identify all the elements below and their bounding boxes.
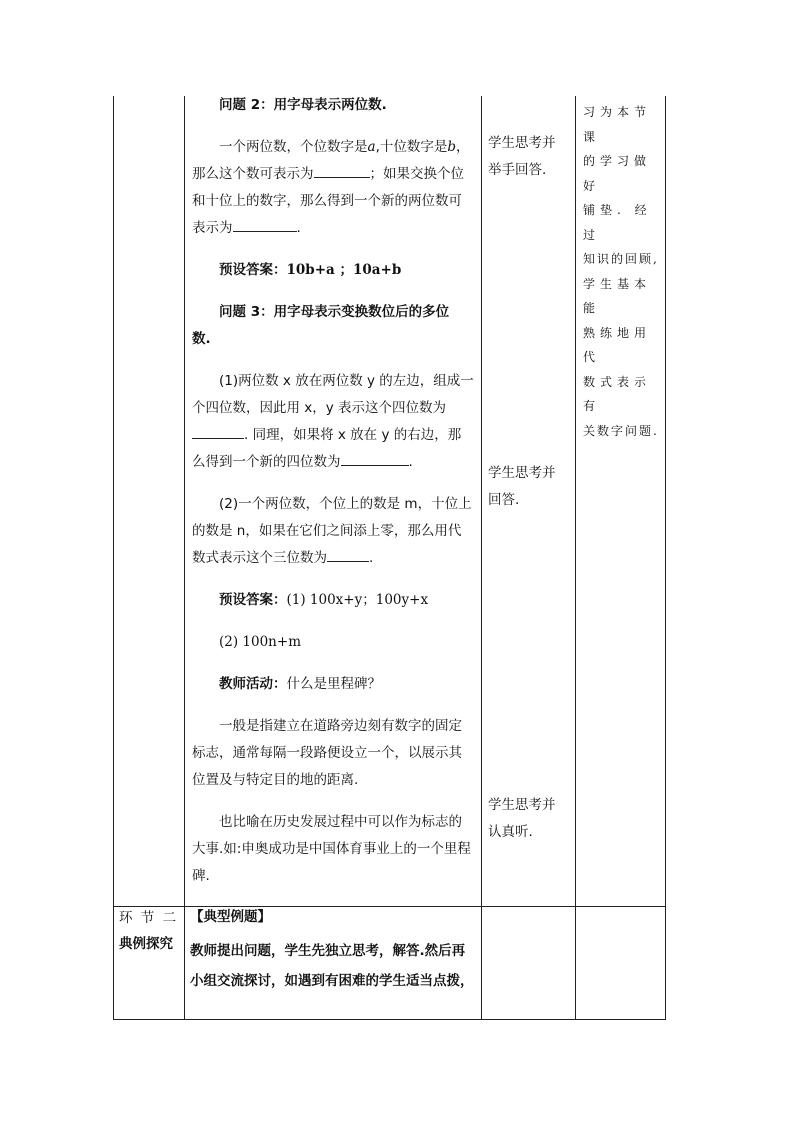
design-note-line: 知识的回顾, [583,252,659,266]
response-line: 学生思考并 [488,465,556,481]
design-note-line: 的学习做好 [583,154,652,193]
response-line: 回答. [488,492,520,508]
definition-line-1: 一般是指建立在道路旁边刻有数字的固定 [219,718,462,734]
question-2-title: 问题 2：用字母表示两位数. [219,97,387,113]
answer-blank [341,451,409,466]
answer-3-part-2: (2) 100n+m [219,634,301,650]
response-line: 学生思考并 [488,135,556,151]
answer-3: 预设答案：(1) 100x+y；100y+x [219,592,429,608]
answer-blank [192,424,244,439]
question-3-part-1-line-3: . 同理，如果将 x 放在 y 的右边，那 [192,422,476,449]
answer-blank [327,547,369,562]
response-line: 学生思考并 [488,797,556,813]
answer-2: 预设答案：10b+a ；10a+b [219,262,402,278]
question-2-line-1: 一个两位数，个位数字是a,十位数字是b， [219,139,470,155]
design-note-line: 熟练地用代 [583,325,652,364]
question-3-title-2: 数. [192,331,211,347]
section-2-content [190,904,478,994]
design-note [583,100,663,443]
section-2-line-2: 小组交流探讨，如遇到有困难的学生适当点拨， [190,973,474,989]
question-2-line-2: 那么这个数可表示为 ；如果交换个位 [192,161,476,188]
response-line: 认真听. [488,824,533,840]
response-line: 举手回答. [488,162,547,178]
table-border-bottom [113,1019,666,1020]
section-2-title: 【典型例题】 [190,909,271,925]
question-2-line-3: 和十位上的数字，那么得到一个新的两位数可 [192,193,462,209]
design-note-line: 习为本节课 [583,105,652,144]
student-response-3 [488,792,556,846]
student-response-2 [488,460,556,514]
design-note-line: 数式表示有 [583,374,652,413]
question-3-part-2-line-2: 的数是 n，如果在它们之间添上零，那么用代 [192,523,462,539]
question-3-part-2-line-1: (2)一个两位数，个位上的数是 m，十位上 [219,496,472,512]
table-border-right [665,96,666,1019]
section-2-label [119,905,183,957]
section-2-label-line-2: 典例探究 [119,936,173,952]
metaphor-line-2: 大事.如:申奥成功是中国体育事业上的一个里程 [192,841,471,857]
section-2-line-1: 教师提出问题，学生先独立思考，解答.然后再 [190,943,466,959]
definition-line-3: 位置及与特定目的地的距离. [192,772,359,788]
question-3-part-1-line-4: 么得到一个新的四位数为 . [192,449,476,476]
definition-line-2: 标志，通常每隔一段路便设立一个，以展示其 [192,745,462,761]
question-3-title-1: 问题 3：用字母表示变换数位后的多位 [219,304,450,320]
design-note-line: 学生基本能 [583,276,652,315]
question-3-part-2-line-3: 数式表示这个三位数为 . [192,545,476,572]
design-note-line: 关数字问题. [583,423,659,438]
question-3-part-1-line-2: 个四位数，因此用 x，y 表示这个四位数为 [192,400,447,416]
answer-blank [233,217,297,232]
question-2-line-4: 表示为 . [192,215,476,242]
student-response-1 [488,130,556,184]
design-note-line: 铺垫. 经过 [583,203,652,242]
section-2-label-line-1: 环 节 二 [119,910,179,926]
teacher-activity: 教师活动：什么是里程碑？ [219,676,381,692]
metaphor-line-1: 也比喻在历史发展过程中可以作为标志的 [219,814,462,830]
table-divider-1 [184,96,185,1019]
table-divider-3 [575,96,576,1019]
answer-blank [314,163,370,178]
metaphor-line-3: 碑. [192,868,210,884]
lesson-content [192,92,476,890]
question-3-part-1-line-1: (1)两位数 x 放在两位数 y 的左边，组成一 [219,373,474,389]
table-border-left [113,96,114,1019]
table-divider-2 [481,96,482,1019]
